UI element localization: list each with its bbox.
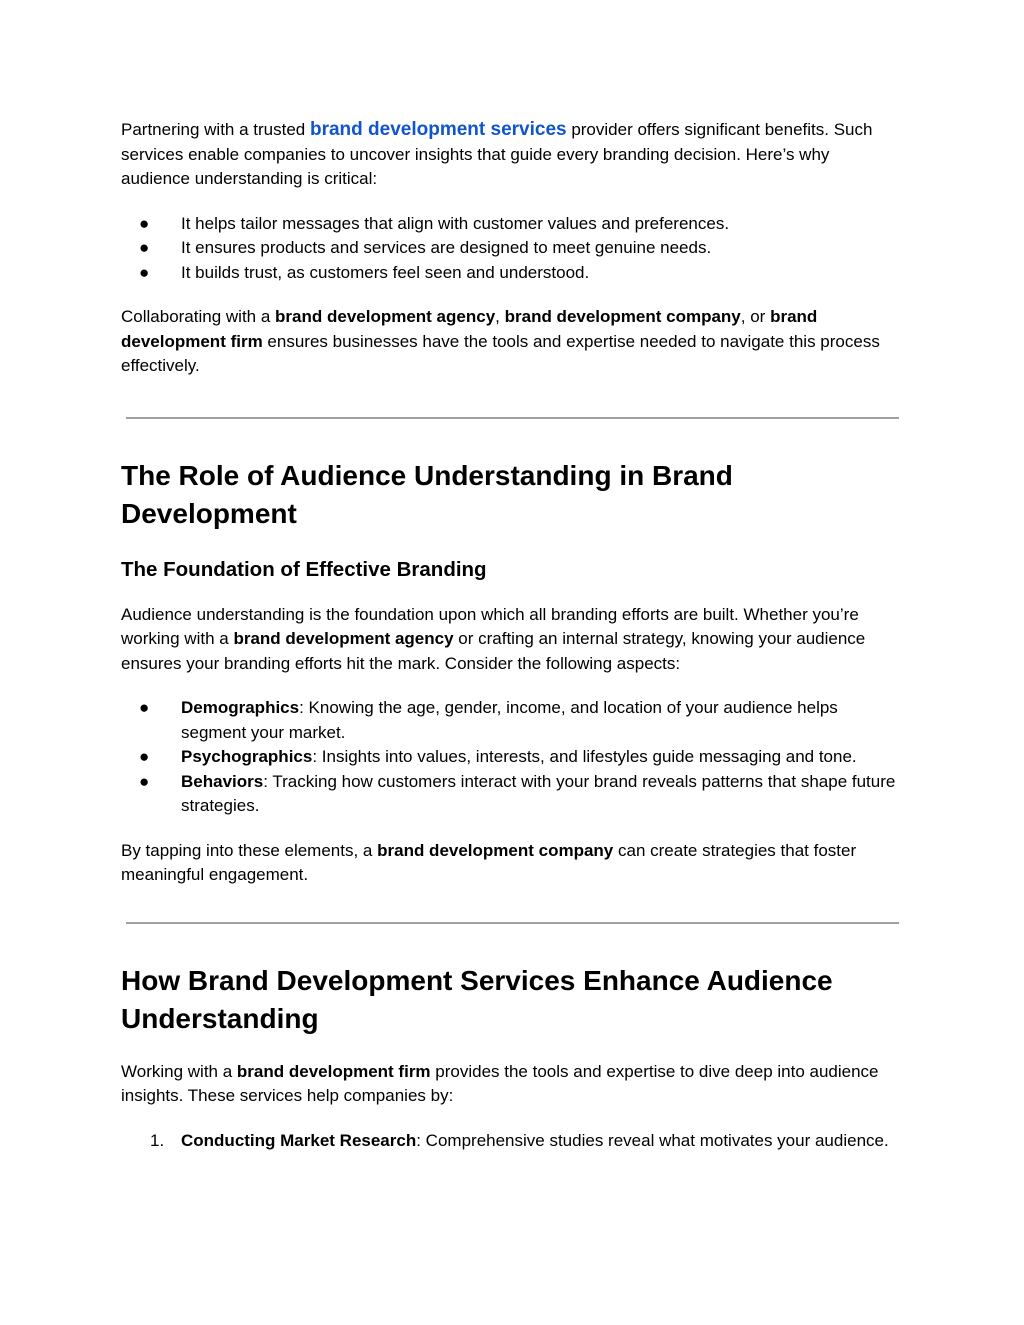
- section-heading-audience-role: The Role of Audience Understanding in Brand Development: [121, 459, 733, 529]
- aspects-list: [121, 696, 903, 819]
- list-item: 1. Conducting Market Research: Comprehensive studies reveal what motivates your audience.: [121, 1129, 903, 1154]
- list-item: ● Demographics: Knowing the age, gender, income, and location of your audience helps segment your market.: [139, 698, 838, 742]
- foundation-paragraph: Audience understanding is the foundation upon which all branding efforts are built. Whether you’re working with a brand development agency or crafting an internal strategy, knowing your audience ensures your branding efforts hit the mark. Consider the following aspects:: [121, 604, 866, 673]
- closing-paragraph: By tapping into these elements, a brand development company can create strategies that foster meaningful engagement.: [121, 840, 857, 884]
- document-page: [121, 118, 903, 1153]
- bullet-icon: ●: [139, 698, 150, 717]
- bullet-icon: ●: [139, 747, 150, 766]
- services-paragraph: Working with a brand development firm provides the tools and expertise to dive deep into audience insights. These services help companies by:: [121, 1061, 879, 1105]
- list-item: ● It ensures products and services are designed to meet genuine needs.: [121, 236, 903, 261]
- bullet-icon: ●: [139, 213, 150, 233]
- benefits-list: [121, 212, 903, 286]
- list-item: ● Behaviors: Tracking how customers interact with your brand reveals patterns that shape future strategies.: [139, 771, 896, 815]
- list-item: ● Psychographics: Insights into values, interests, and lifestyles guide messaging and tone.: [121, 745, 903, 770]
- steps-list: [121, 1129, 903, 1154]
- list-number: 1.: [150, 1130, 165, 1150]
- collaboration-paragraph: Collaborating with a brand development agency, brand development company, or brand development firm ensures businesses have the tools and expertise needed to navigate this process effectively.: [121, 307, 880, 375]
- list-item: ● It builds trust, as customers feel seen and understood.: [121, 261, 903, 286]
- bullet-icon: ●: [139, 262, 150, 282]
- bullet-icon: ●: [139, 771, 150, 791]
- brand-development-services-link[interactable]: brand development services: [309, 119, 567, 140]
- bullet-icon: ●: [139, 238, 150, 257]
- section-heading-services-enhance: How Brand Development Services Enhance Audience Understanding: [121, 964, 833, 1034]
- section-divider: [126, 922, 899, 924]
- list-item: ● It helps tailor messages that align with customer values and preferences.: [121, 212, 903, 237]
- intro-paragraph: Partnering with a trusted brand development services provider offers significant benefits. Such services enable companies to uncover insights that guide every branding decision. Here’s why audience understanding is critical:: [121, 119, 873, 188]
- subheading-foundation: The Foundation of Effective Branding: [121, 557, 487, 581]
- section-divider: [126, 417, 899, 419]
